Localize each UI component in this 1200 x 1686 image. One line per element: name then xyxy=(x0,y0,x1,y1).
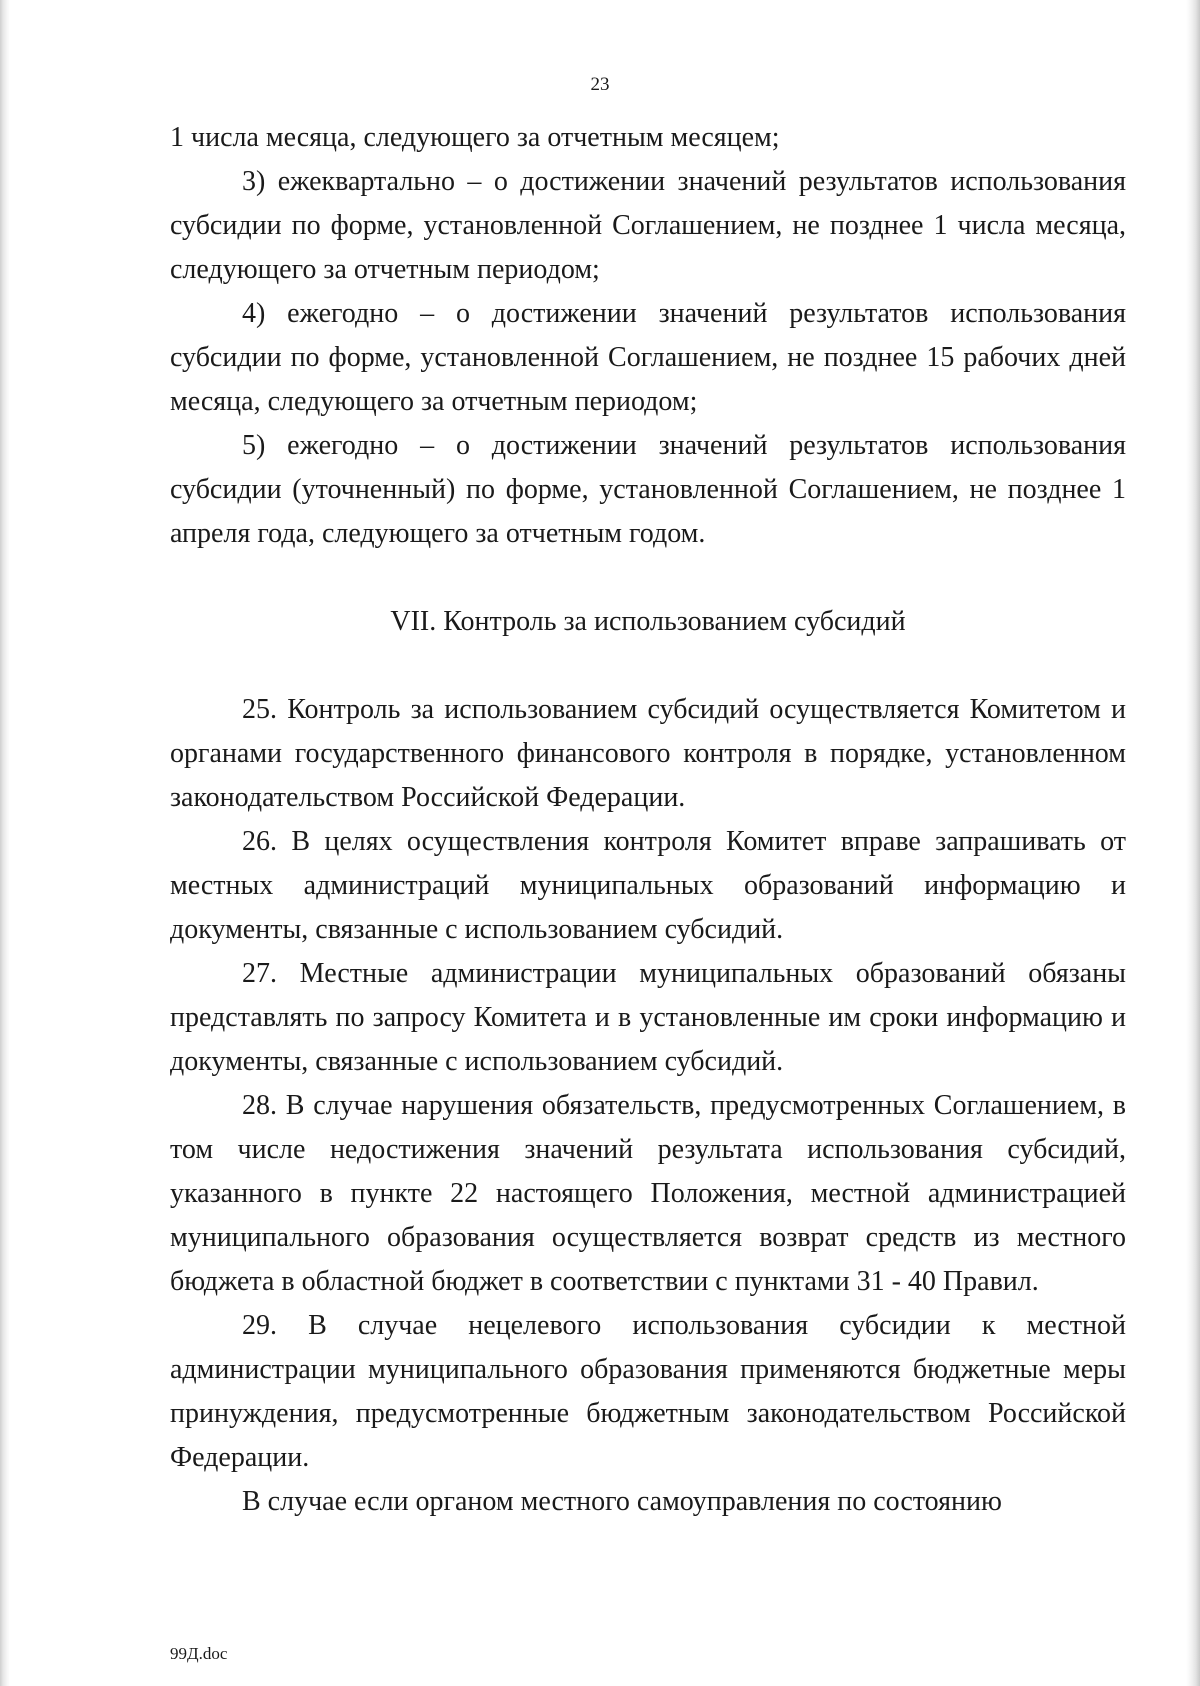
footer-filename: 99Д.doc xyxy=(170,1644,228,1663)
paragraph-25: 25. Контроль за использованием субсидий осуществляется Комитетом и органами государственного финансового контроля в порядке, установленном законодательством Российской Федерации. xyxy=(170,694,1126,813)
paragraph-27: 27. Местные администрации муниципальных образований обязаны представлять по запросу Комитета и в установленные им сроки информацию и документы, связанные с использованием субсидий. xyxy=(170,958,1126,1077)
paragraph-29: 29. В случае нецелевого использования субсидии к местной администрации муниципального образования применяются бюджетные меры принуждения, предусмотренные бюджетным законодательством Российской Федерации. xyxy=(170,1310,1126,1473)
paragraph-28: 28. В случае нарушения обязательств, предусмотренных Соглашением, в том числе недостижения значений результата использования субсидий, указанного в пункте 22 настоящего Положения, местной администрацией муниципального образования осуществляется возврат средств из местного бюджета в областной бюджет в соответствии с пунктами 31 - 40 Правил. xyxy=(170,1090,1126,1297)
paragraph-continuation: 1 числа месяца, следующего за отчетным месяцем; xyxy=(170,122,780,153)
section-title: VII. Контроль за использованием субсидий xyxy=(390,606,906,637)
paragraph-item-4: 4) ежегодно – о достижении значений результатов использования субсидии по форме, установленной Соглашением, не позднее 15 рабочих дней месяца, следующего за отчетным периодом; xyxy=(170,298,1126,417)
paragraph-item-5: 5) ежегодно – о достижении значений результатов использования субсидии (уточненный) по форме, установленной Соглашением, не позднее 1 апреля года, следующего за отчетным годом. xyxy=(170,430,1126,549)
scan-edge-right xyxy=(1186,0,1200,1686)
paragraph-last: В случае если органом местного самоуправления по состоянию xyxy=(242,1486,1002,1517)
document-body xyxy=(170,116,1126,1524)
scan-edge-left xyxy=(0,0,10,1686)
page-number: 23 xyxy=(590,74,610,95)
paragraph-26: 26. В целях осуществления контроля Комитет вправе запрашивать от местных администраций муниципальных образований информацию и документы, связанные с использованием субсидий. xyxy=(170,826,1126,945)
paragraph-item-3: 3) ежеквартально – о достижении значений результатов использования субсидии по форме, установленной Соглашением, не позднее 1 числа месяца, следующего за отчетным периодом; xyxy=(170,166,1126,285)
